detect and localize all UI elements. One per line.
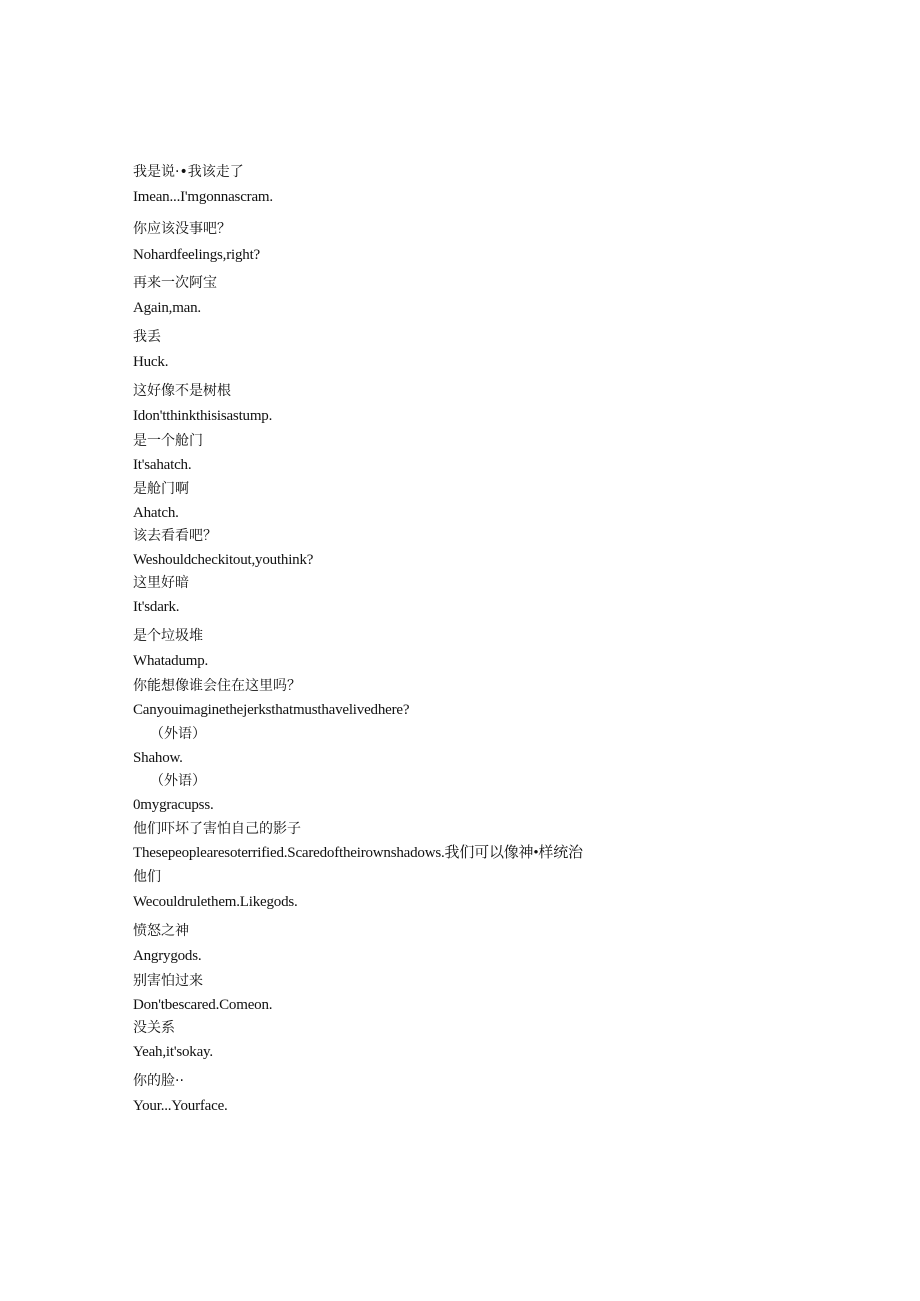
subtitle-line-zh: 我是说·•我该走了 <box>133 164 244 180</box>
subtitle-line-en: Shahow. <box>133 750 183 766</box>
subtitle-line-en: Huck. <box>133 354 169 370</box>
subtitle-line-zh: 愤怒之神 <box>133 923 189 939</box>
subtitle-line-en: Again,man. <box>133 300 201 316</box>
subtitle-line-en: It'sahatch. <box>133 457 192 473</box>
subtitle-line-zh: 是一个舱门 <box>133 433 203 449</box>
subtitle-line-zh: 我丢 <box>133 329 161 345</box>
subtitle-line-zh: 你应该没事吧？ <box>133 221 231 237</box>
subtitle-line-zh: 这好像不是树根 <box>133 383 231 399</box>
subtitle-line-en: Yeah,it'sokay. <box>133 1044 213 1060</box>
subtitle-line-en: Your...Yourface. <box>133 1098 228 1114</box>
subtitle-line-en: Nohardfeelings,right? <box>133 247 261 263</box>
subtitle-line-en: Don'tbescared.Comeon. <box>133 997 273 1013</box>
subtitle-line-zh: 别害怕过来 <box>133 973 203 989</box>
subtitle-line-en: Weshouldcheckitout,youthink? <box>133 552 314 568</box>
subtitle-line-zh: 该去看看吧？ <box>133 528 217 544</box>
subtitle-line-zh: 你能想像谁会住在这里吗？ <box>133 678 301 694</box>
subtitle-line-en: Canyouimaginethejerksthatmusthavelivedhere? <box>133 702 410 718</box>
subtitle-line-zh: （外语） <box>150 726 206 742</box>
subtitle-line-zh: 是舱门啊 <box>133 481 189 497</box>
subtitle-line-zh: 你的脸·· <box>133 1073 184 1089</box>
subtitle-line-en: Ahatch. <box>133 505 179 521</box>
subtitle-line-zh: 是个垃圾堆 <box>133 628 203 644</box>
subtitle-line-en: It'sdark. <box>133 599 180 615</box>
subtitle-line-zh: 他们吓坏了害怕自己的影子 <box>133 821 301 837</box>
subtitle-line-en: Imean...I'mgonnascram. <box>133 189 273 205</box>
subtitle-line-en: Angrygods. <box>133 948 202 964</box>
subtitle-line-zh: 再来一次阿宝 <box>133 275 217 291</box>
subtitle-line-zh: 这里好暗 <box>133 575 189 591</box>
subtitle-line-zh: 他们 <box>133 869 161 885</box>
subtitle-line-en: Whatadump. <box>133 653 209 669</box>
subtitle-line-zh: 没关系 <box>133 1020 175 1036</box>
subtitle-line-en: 0mygracupss. <box>133 797 214 813</box>
subtitle-line-zh: （外语） <box>150 773 206 789</box>
subtitle-line-en: Wecouldrulethem.Likegods. <box>133 894 298 910</box>
subtitle-line-en: Idon'tthinkthisisastump. <box>133 408 273 424</box>
subtitle-line-mixed: Thesepeoplearesoterrified.Scaredoftheirownshadows.我们可以像神•样统治 <box>133 845 583 861</box>
